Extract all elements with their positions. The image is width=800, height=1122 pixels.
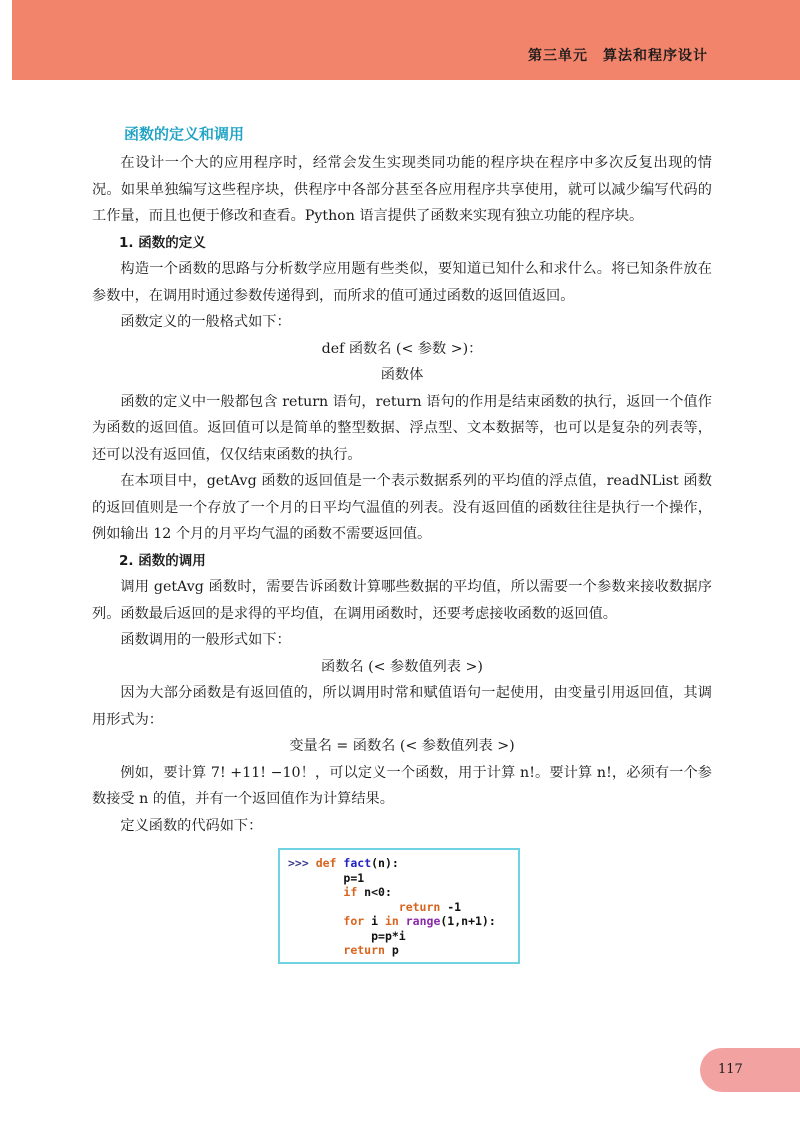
code-line-6	[288, 929, 510, 944]
subheading-call: 2. 函数的调用	[119, 552, 206, 569]
code-line-4	[288, 900, 510, 915]
code-line-7	[288, 943, 510, 958]
code-keyword-return-final: return	[343, 943, 385, 957]
call-syntax-line-1: 函数名 (< 参数值列表 >)	[321, 658, 483, 675]
code-keyword-for: for	[343, 914, 365, 928]
header-band	[12, 0, 800, 80]
code-keyword-in: in	[384, 914, 399, 928]
body-text	[92, 150, 712, 839]
paragraph-call-1: 调用 getAvg 函数时，需要告诉函数计算哪些数据的平均值，所以需要一个参数来接收数据序列。函数最后返回的是求得的平均值，在调用函数时，还要考虑接收函数的返回值。	[92, 579, 712, 622]
code-function-name: fact	[343, 856, 372, 870]
paragraph-def-4: 在本项目中，getAvg 函数的返回值是一个表示数据系列的平均值的浮点值，readNList 函数的返回值则是一个存放了一个月的日平均气温值的列表。没有返回值的函数往往是执行一个操作，例如输出 12 个月的月平均气温的函数不需要返回值。	[92, 473, 712, 542]
code-return-value: -1	[440, 899, 462, 914]
code-prompt: >>>	[288, 856, 316, 870]
paragraph-call-2: 函数调用的一般形式如下：	[120, 632, 291, 648]
paragraph-def-2: 函数定义的一般格式如下：	[120, 314, 291, 330]
code-params: (n):	[371, 856, 399, 870]
code-listing	[278, 848, 520, 964]
call-syntax-line-2: 变量名 = 函数名 (< 参数值列表 >)	[289, 738, 515, 754]
paragraph-intro: 在设计一个大的应用程序时，经常会发生实现类同功能的程序块在程序中多次反复出现的情况。如果单独编写这些程序块，供程序中各部分甚至各应用程序共享使用，就可以减少编写代码的工作量，而且也便于修改和查看。Python 语言提供了函数来实现有独立功能的程序块。	[92, 155, 712, 224]
paragraph-call-3: 因为大部分函数是有返回值的，所以调用时常和赋值语句一起使用，由变量引用返回值，其调用形式为：	[92, 685, 712, 728]
code-line-3	[288, 885, 510, 900]
page-number-tab	[700, 1048, 800, 1092]
code-condition: n<0:	[357, 885, 392, 899]
paragraph-call-4: 例如，要计算 7! +11! −10！，可以定义一个函数，用于计算 n!。要计算 n!，必须有一个参数接受 n 的值，并有一个返回值作为计算结果。	[92, 764, 712, 807]
code-return-p: p	[384, 943, 399, 957]
code-line-2	[288, 871, 510, 886]
paragraph-def-3: 函数的定义中一般都包含 return 语句，return 语句的作用是结束函数的执行，返回一个值作为函数的返回值。返回值可以是简单的整型数据、浮点型、文本数据等，也可以是复杂的列表等，还可以没有返回值，仅仅结束函数的执行。	[92, 393, 712, 463]
code-assign-p: p=1	[343, 870, 365, 885]
page-number: 117	[718, 1062, 743, 1077]
subheading-definition: 1. 函数的定义	[119, 234, 206, 251]
code-keyword-if: if	[343, 885, 358, 899]
code-multiply: p=p*i	[371, 928, 406, 943]
code-line-1	[288, 856, 510, 871]
code-line-5	[288, 914, 510, 929]
code-builtin-range: range	[405, 914, 441, 928]
def-syntax-line-1: def 函数名 (< 参数 >)：	[321, 340, 483, 357]
paragraph-def-1: 构造一个函数的思路与分析数学应用题有些类似，要知道已知什么和求什么。将已知条件放在参数中，在调用时通过参数传递得到，而所求的值可通过函数的返回值返回。	[92, 261, 712, 304]
unit-title: 第三单元 算法和程序设计	[528, 48, 708, 64]
def-syntax-line-2: 函数体	[380, 367, 424, 383]
code-keyword-return: return	[398, 899, 441, 914]
code-loop-var: i	[364, 914, 385, 928]
section-title: 函数的定义和调用	[124, 125, 245, 143]
paragraph-call-5: 定义函数的代码如下：	[120, 817, 263, 834]
code-range-args: (1,n+1):	[440, 914, 496, 928]
code-keyword-def: def	[315, 856, 337, 870]
